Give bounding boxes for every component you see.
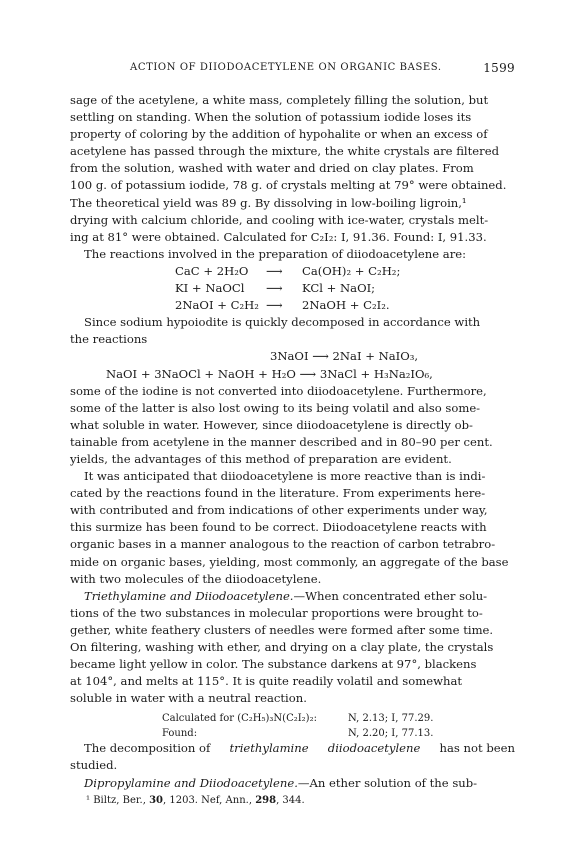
text-line: 100 g. of potassium iodide, 78 g. of crystals melting at 79° were obtained. xyxy=(70,178,507,193)
reaction-list-1 xyxy=(70,263,515,314)
text-line: yields, the advantages of this method of preparation are evident. xyxy=(70,451,452,466)
calculated-row: Calculated for (C₂H₅)₃N(C₂I₂)₂: N, 2.13; I, 77.29. xyxy=(162,713,434,725)
text-line: tions of the two substances in molecular proportions were brought to- xyxy=(70,605,483,620)
text-line: some of the latter is also lost owing to its being volatil and also some- xyxy=(70,400,481,415)
equation: CaC + 2H₂O ⟶ Ca(OH)₂ + C₂H₂; xyxy=(175,263,401,278)
equation: 3NaOI ⟶ 2NaI + NaIO₃, xyxy=(270,349,419,364)
text-line: sage of the acetylene, a white mass, completely filling the solution, but xyxy=(70,93,489,107)
text-line: this surmize has been found to be correct. Diiodoacetylene reacts with xyxy=(70,520,487,535)
text-line: The decomposition of triethylamine diiodoacetylene has not been xyxy=(84,741,515,756)
text-line: cated by the reactions found in the literature. From experiments here- xyxy=(70,486,486,501)
text-line: organic bases in a manner analogous to the reaction of carbon tetrabro- xyxy=(70,537,496,552)
text-line: the reactions xyxy=(70,332,148,347)
text-line: On filtering, washing with ether, and drying on a clay plate, the crystals xyxy=(70,640,494,654)
running-header xyxy=(70,62,515,78)
text-line: became light yellow in color. The substance darkens at 97°, blackens xyxy=(70,657,477,672)
text-line: property of coloring by the addition of hypohalite or when an excess of xyxy=(70,127,488,142)
text-line: gether, white feathery clusters of needles were formed after some time. xyxy=(70,622,494,637)
text-line: studied. xyxy=(70,758,118,773)
paragraph-3 xyxy=(70,383,515,468)
reaction-list-2 xyxy=(70,348,515,382)
found-row: Found: N, 2.20; I, 77.13. xyxy=(162,728,434,740)
text-line: with two molecules of the diiodoacetylene. xyxy=(70,571,322,586)
equation: 2NaOI + C₂H₂ ⟶ 2NaOH + C₂I₂. xyxy=(175,298,390,313)
section-heading: Dipropylamine and Diiodoacetylene. xyxy=(84,775,298,790)
section-dipropylamine xyxy=(70,775,515,792)
text-line: soluble in water with a neutral reaction. xyxy=(70,691,307,706)
text-line: at 104°, and melts at 115°. It is quite readily volatil and somewhat xyxy=(70,674,463,689)
equation: KI + NaOCl ⟶ KCl + NaOI; xyxy=(175,281,376,296)
text-line: settling on standing. When the solution of potassium iodide loses its xyxy=(70,110,472,125)
page-number: 1599 xyxy=(483,61,515,75)
text-line: some of the iodine is not converted into diiodoacetylene. Furthermore, xyxy=(70,383,487,398)
body-text xyxy=(70,92,515,807)
text-line: what soluble in water. However, since diiodoacetylene is directly ob- xyxy=(70,417,473,432)
equation: NaOI + 3NaOCl + NaOH + H₂O ⟶ 3NaCl + H₃Na₂IO₆, xyxy=(106,366,433,381)
running-title: ACTION OF DIIODOACETYLENE ON ORGANIC BASES. xyxy=(130,62,442,73)
text-line: from the solution, washed with water and dried on clay plates. From xyxy=(70,161,474,176)
footnote: ¹ Biltz, Ber., 30, 1203. Nef, Ann., 298, 344. xyxy=(86,794,305,806)
text-line: tainable from acetylene in the manner described and in 80–90 per cent. xyxy=(70,434,493,449)
text-line: mide on organic bases, yielding, most commonly, an aggregate of the base xyxy=(70,554,509,569)
text-line: ing at 81° were obtained. Calculated for C₂I₂: I, 91.36. Found: I, 91.33. xyxy=(70,229,487,244)
reactions-intro: The reactions involved in the preparation of diiodoacetylene are: xyxy=(84,246,467,261)
text-line: Since sodium hypoiodite is quickly decomposed in accordance with xyxy=(84,315,481,330)
text-line: drying with calcium chloride, and cooling with ice-water, crystals melt- xyxy=(70,212,489,227)
analysis-block xyxy=(70,707,515,740)
text-line: It was anticipated that diiodoacetylene is more reactive than is indi- xyxy=(84,469,486,484)
text-line: The theoretical yield was 89 g. By dissolving in low-boiling ligroin,¹ xyxy=(70,195,467,210)
text-line: with contributed and from indications of other experiments under way, xyxy=(70,503,488,518)
paragraph-2 xyxy=(70,314,515,348)
section-heading-line: Triethylamine and Diiodoacetylene.—When concentrated ether solu- xyxy=(84,588,488,603)
section-heading-line: Dipropylamine and Diiodoacetylene.—An ether solution of the sub- xyxy=(84,775,478,790)
paragraph-4 xyxy=(70,468,515,588)
section-heading: Triethylamine and Diiodoacetylene. xyxy=(84,588,294,603)
paragraph-1 xyxy=(70,92,515,246)
section-triethylamine xyxy=(70,588,515,708)
text-line: acetylene has passed through the mixture, the white crystals are filtered xyxy=(70,144,499,159)
paragraph-5 xyxy=(70,740,515,774)
